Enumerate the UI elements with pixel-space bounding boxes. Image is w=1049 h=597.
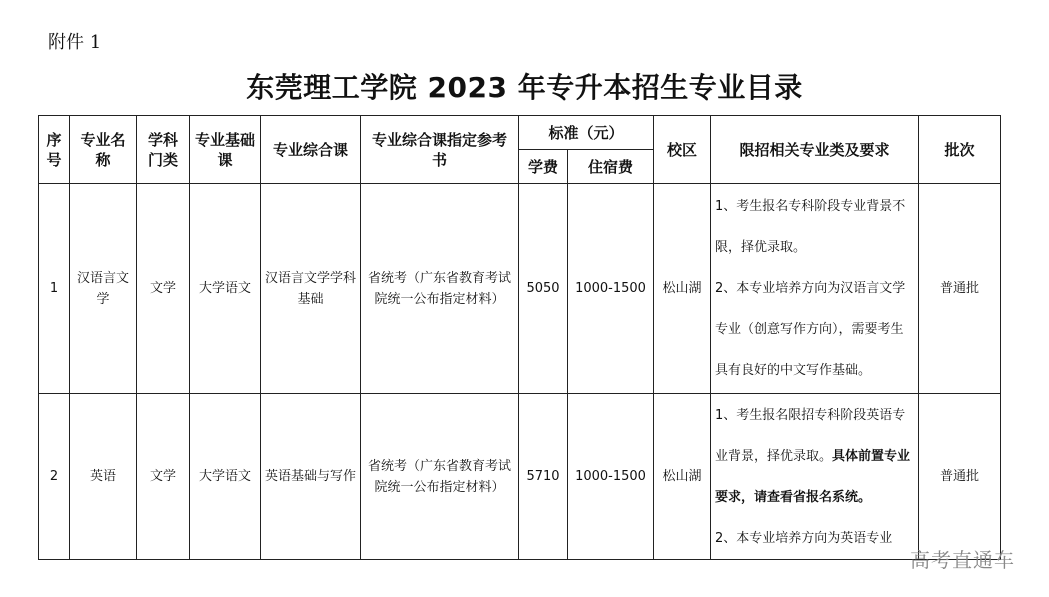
major-catalog-table: [38, 115, 1001, 560]
header-standard: 标准（元）: [519, 116, 654, 150]
header-row-1: [39, 116, 1001, 150]
cell-seq: 2: [39, 394, 70, 560]
cell-basic-course: 大学语文: [190, 394, 261, 560]
cell-batch: 普通批: [919, 394, 1001, 560]
header-requirements: 限招相关专业类及要求: [711, 116, 919, 184]
requirement-1: 1、考生报名专科阶段专业背景不限，择优录取。: [715, 199, 906, 255]
header-seq: 序号: [39, 116, 70, 184]
header-discipline: 学科门类: [137, 116, 190, 184]
table-row: [39, 394, 1001, 560]
cell-comprehensive-course: 汉语言文学学科基础: [261, 184, 361, 394]
cell-tuition: 5050: [519, 184, 568, 394]
cell-comprehensive-course: 英语基础与写作: [261, 394, 361, 560]
header-batch: 批次: [919, 116, 1001, 184]
requirement-2: 2、本专业培养方向为英语专业: [715, 530, 893, 546]
table-row: [39, 184, 1001, 394]
cell-campus: 松山湖: [654, 394, 711, 560]
header-tuition: 学费: [519, 150, 568, 184]
cell-discipline: 文学: [137, 394, 190, 560]
cell-major: 汉语言文学: [70, 184, 137, 394]
cell-requirements: [711, 184, 919, 394]
cell-requirements: [711, 394, 919, 560]
cell-campus: 松山湖: [654, 184, 711, 394]
requirement-1-bold: 具体前置专业要求，请查看省报名系统。: [715, 448, 911, 505]
page-title: 东莞理工学院 2023 年专升本招生专业目录: [246, 71, 803, 104]
cell-basic-course: 大学语文: [190, 184, 261, 394]
cell-major: 英语: [70, 394, 137, 560]
header-major: 专业名称: [70, 116, 137, 184]
cell-reference-book: 省统考（广东省教育考试院统一公布指定材料）: [361, 394, 519, 560]
cell-accommodation: 1000-1500: [568, 184, 654, 394]
requirement-2: 2、本专业培养方向为汉语言文学专业（创意写作方向），需要考生具有良好的中文写作基础。: [715, 281, 906, 378]
cell-accommodation: 1000-1500: [568, 394, 654, 560]
header-reference-book: 专业综合课指定参考书: [361, 116, 519, 184]
attachment-label: 附件 1: [48, 32, 102, 53]
header-campus: 校区: [654, 116, 711, 184]
cell-tuition: 5710: [519, 394, 568, 560]
cell-seq: 1: [39, 184, 70, 394]
header-accommodation: 住宿费: [568, 150, 654, 184]
header-basic-course: 专业基础课: [190, 116, 261, 184]
cell-reference-book: 省统考（广东省教育考试院统一公布指定材料）: [361, 184, 519, 394]
cell-discipline: 文学: [137, 184, 190, 394]
cell-batch: 普通批: [919, 184, 1001, 394]
requirement-1: [715, 395, 914, 518]
requirement-1-plain: 1、考生报名限招专科阶段英语专业背景，择优录取。: [715, 407, 906, 464]
header-comprehensive-course: 专业综合课: [261, 116, 361, 184]
watermark: 高考直通车: [910, 548, 1015, 572]
